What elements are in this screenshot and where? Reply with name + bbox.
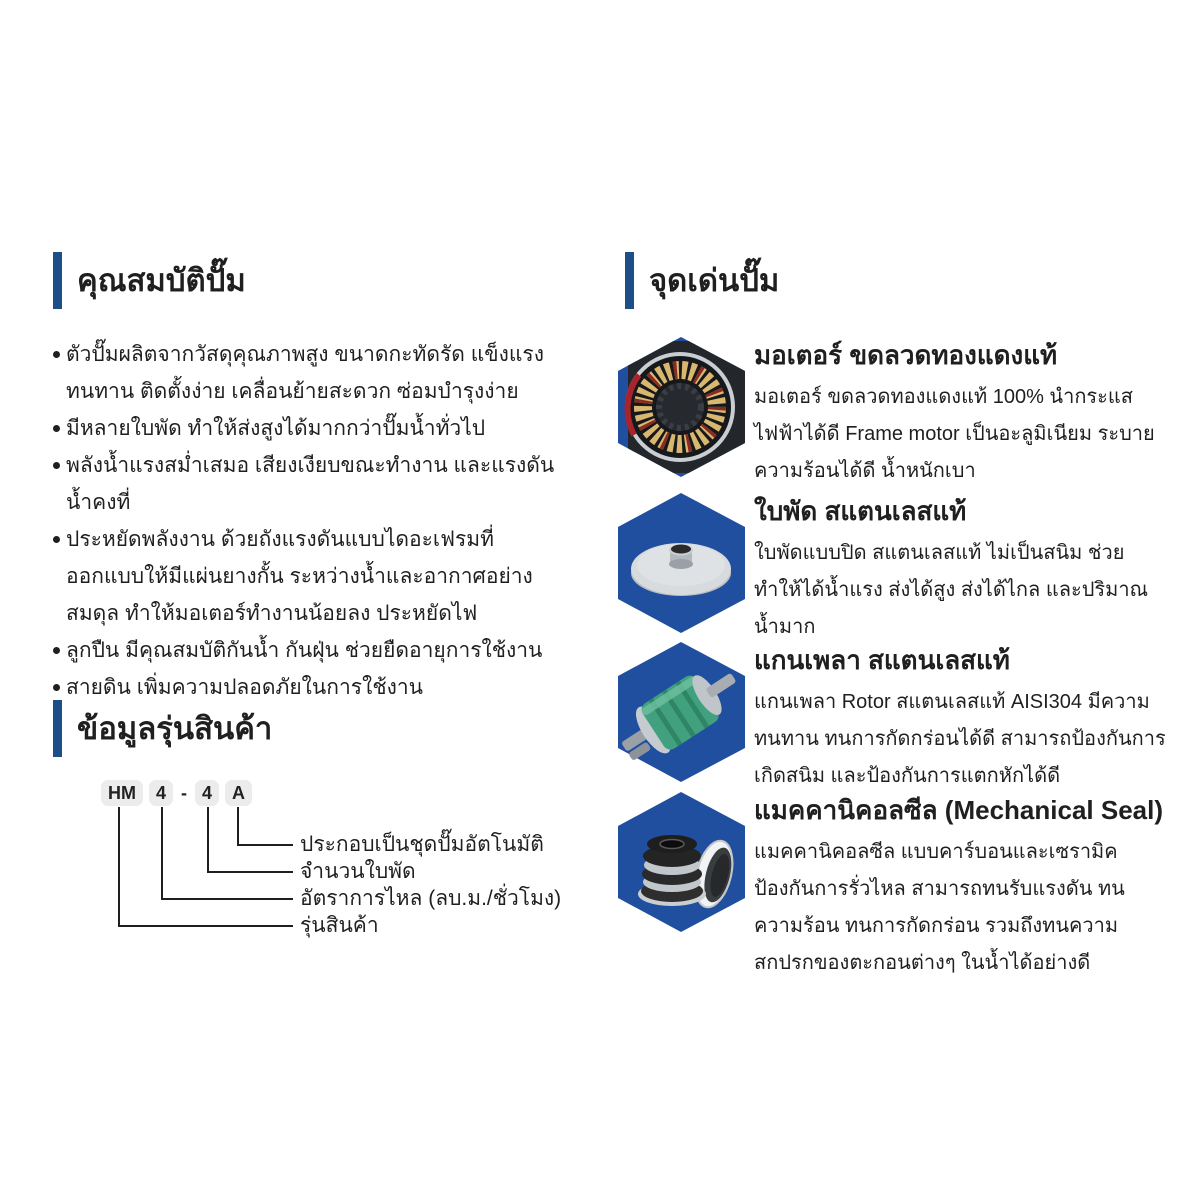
feature-bullet: สายดิน เพิ่มความปลอดภัยในการใช้งาน (53, 669, 569, 706)
model-code-dash: - (181, 783, 187, 803)
model-label-auto-set: ประกอบเป็นชุดปั๊มอัตโนมัติ (300, 833, 544, 856)
motor-stator-icon (618, 337, 745, 477)
model-info-title: ข้อมูลรุ่นสินค้า (77, 711, 273, 746)
impeller-icon (618, 493, 745, 633)
rotor-shaft-icon (618, 642, 745, 782)
highlights-title: จุดเด่นปั๊ม (649, 263, 780, 298)
highlight-body: ใบพัดแบบปิด สแตนเลสแท้ ไม่เป็นสนิม ช่วยทำให้ได้​น้ำแรง ส่งได้สูง ส่งได้ไกล และปริมาณน้ำมาก (754, 542, 1149, 639)
feature-bullet: พลังน้ำแรงสม่ำเสมอ เสียงเงียบขณะทำงาน และแรงดันน้ำคงที่ (53, 447, 569, 521)
highlight-item-impeller (618, 490, 1166, 646)
features-section-header (53, 252, 246, 309)
accent-bar (625, 252, 634, 309)
highlights-section-header (625, 252, 779, 309)
model-label-series: รุ่นสินค้า (300, 914, 379, 937)
highlight-title: มอเตอร์ ขดลวดทองแดงแท้ (754, 340, 1058, 370)
model-code-part-impellers: 4 (195, 780, 219, 806)
highlight-body: แมคคานิคอลซีล แบบคาร์บอนและเซรามิค ป้องกันการ​รั่วไหล สามารถทนรับแรงดัน ทนความร้อน ทนการ​กัดกร่อน รวมถึงทนความสกปรกของตะกอนต่างๆ ในน้ำ​ได้อย่างดี (754, 841, 1125, 975)
highlight-title: แกนเพลา สแตนเลสแท้ (754, 645, 1010, 675)
features-title: คุณสมบัติปั๊ม (77, 263, 246, 298)
model-code-part-flow: 4 (149, 780, 173, 806)
model-code-diagram (53, 780, 573, 950)
model-label-flow-rate: อัตราการไหล (ลบ.ม./ชั่วโมง) (300, 887, 562, 910)
model-code-part-series: HM (101, 780, 143, 806)
mechanical-seal-icon (618, 792, 745, 932)
highlight-body: มอเตอร์ ขดลวดทองแดงแท้ 100% นำกระแสไฟฟ้า​ได้ดี Frame motor เป็นอะลูมิเนียม ระบายความร้อน​ได้ดี น้ำหนักเบา (754, 386, 1155, 483)
highlight-item-shaft (618, 639, 1166, 795)
feature-bullet: มีหลายใบพัด ทำให้ส่งสูงได้มากกว่าปั๊มน้ำทั่วไป (53, 410, 569, 447)
model-code-part-auto: A (225, 780, 252, 806)
accent-bar (53, 252, 62, 309)
highlight-title: แมคคานิคอลซีล (Mechanical Seal) (754, 795, 1163, 825)
accent-bar (53, 700, 62, 757)
model-info-section-header (53, 700, 272, 757)
highlight-title: ใบพัด สแตนเลสแท้ (754, 496, 967, 526)
features-list (53, 336, 569, 706)
feature-bullet: ตัวปั๊มผลิตจากวัสดุคุณภาพสูง ขนาดกะทัดรัด แข็งแรง ทนทาน ติดตั้งง่าย เคลื่อนย้ายสะดวก ซ่อมบำรุงง่าย (53, 336, 569, 410)
feature-bullet: ประหยัดพลังงาน ด้วยถังแรงดันแบบไดอะเฟรมที่ออกแบบให้มี​แผ่นยางกั้น ระหว่างน้ำและอากาศอย่างสมดุล ทำให้มอเตอร์​ทำงานน้อยลง ประหยัดไฟ (53, 521, 569, 632)
highlight-item-motor (618, 334, 1166, 490)
model-label-impellers: จำนวนใบพัด (300, 860, 416, 883)
feature-bullet: ลูกปืน มีคุณสมบัติกันน้ำ กันฝุ่น ช่วยยืดอายุการใช้งาน (53, 632, 569, 669)
highlight-item-mechanical-seal (618, 789, 1166, 982)
highlight-body: แกนเพลา Rotor สแตนเลสแท้ AISI304 มีความทนทาน ทนการกัดกร่อนได้ดี สามารถป้องกันการเกิดสนิม และ​ป้องกันการแตกหักได้ดี (754, 691, 1166, 788)
